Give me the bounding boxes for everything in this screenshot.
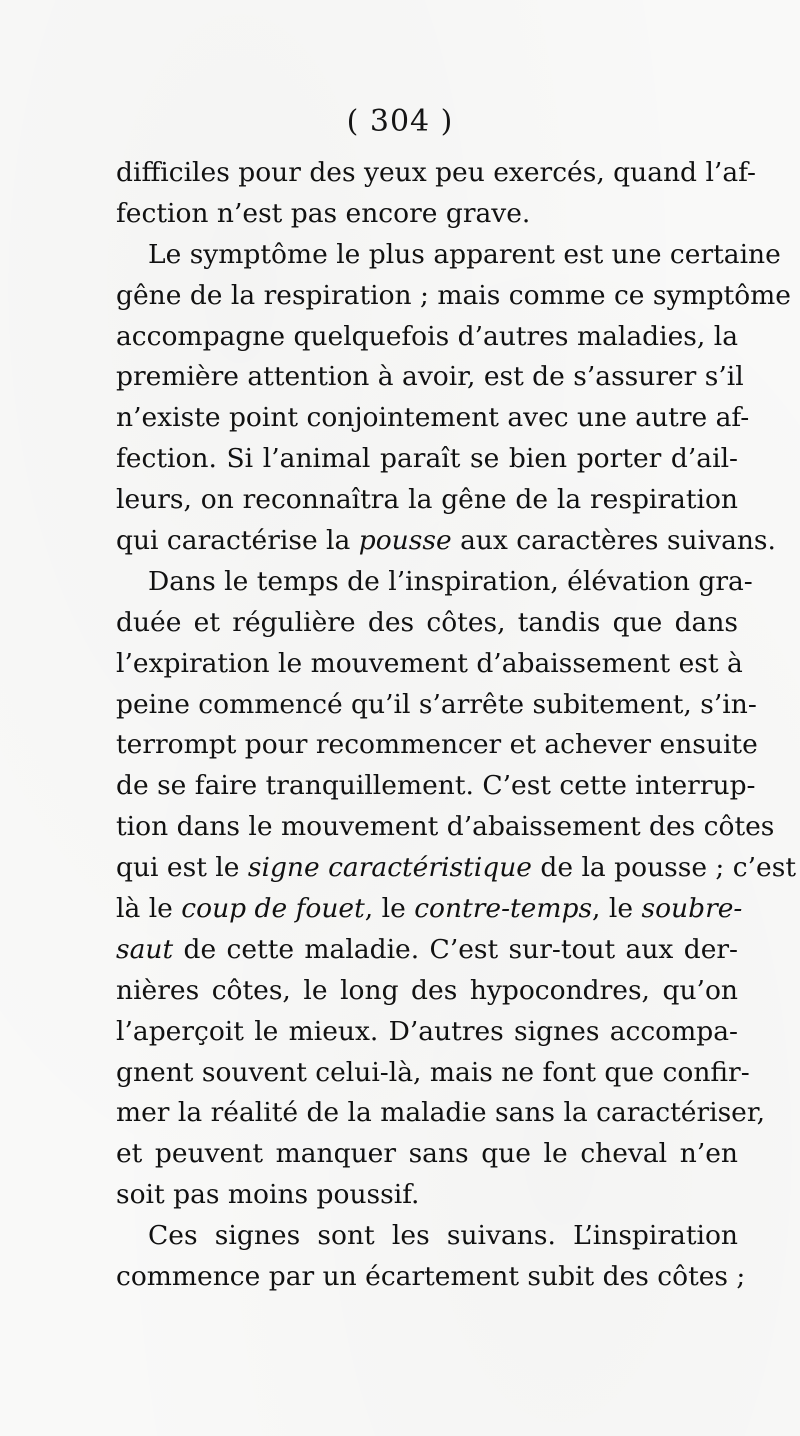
text-segment: , le [364,893,415,925]
text-line: gnent souvent celui-là, mais ne font que confir- [116,1056,750,1088]
text-line [116,521,776,562]
text-segment: qui est le [116,852,248,884]
italic-text: signe caractéristique [247,852,532,884]
text-segment: qui caractérise la [116,525,359,557]
italic-text: soubre- [641,893,743,925]
body-text [116,153,796,1298]
text-line: peine commencé qu’il s’arrête subitement, s’in- [116,688,757,720]
text-line: soit pas moins poussif. [116,1179,420,1211]
text-segment: , le [592,893,642,925]
italic-text: contre-temps [414,893,593,925]
text-line [116,930,738,971]
text-line [116,889,743,930]
text-line: leurs, on reconnaîtra la gêne de la respiration [116,484,738,516]
text-segment: aux caractères suivans. [451,525,776,557]
text-line: Ces signes sont les suivans. L’inspiration [148,1220,738,1252]
text-line: difficiles pour des yeux peu exercés, quand l’af- [116,157,756,188]
text-line: mer la réalité de la maladie sans la caractériser, [116,1097,766,1129]
text-line: et peuvent manquer sans que le cheval n’en [116,1138,738,1170]
text-line: Le symptôme le plus apparent est une certaine [148,238,781,270]
text-segment: de la pousse ; c’est [531,852,796,884]
italic-text: saut [116,933,174,965]
text-line: l’expiration le mouvement d’abaissement est à [116,647,743,679]
text-line: fection. Si l’animal paraît se bien porter d’ail- [116,443,738,475]
text-segment: de cette maladie. C’est sur-tout aux der- [173,933,738,965]
italic-text: coup de fouet [181,893,365,925]
page-number: ( 304 ) [346,104,454,139]
text-line: l’aperçoit le mieux. D’autres signes accompa- [116,1015,738,1047]
text-line: tion dans le mouvement d’abaissement des côtes [116,811,775,843]
text-line: gêne de la respiration ; mais comme ce symptôme [116,279,791,311]
text-line [116,848,796,889]
text-line: fection n’est pas encore grave. [116,197,531,229]
text-line: de se faire tranquillement. C’est cette interrup- [116,770,756,802]
text-line: commence par un écartement subit des côtes ; [116,1261,746,1293]
text-segment: là le [116,893,182,925]
text-line: terrompt pour recommencer et achever ensuite [116,729,758,761]
text-line: première attention à avoir, est de s’assurer s’il [116,361,744,393]
text-line: nières côtes, le long des hypocondres, qu’on [116,974,738,1006]
text-line: accompagne quelquefois d’autres maladies, la [116,320,738,352]
text-line: duée et régulière des côtes, tandis que dans [116,606,738,638]
italic-text: pousse [358,525,452,557]
text-line: n’existe point conjointement avec une autre af- [116,402,750,434]
text-line: Dans le temps de l’inspiration, élévation gra- [148,565,753,597]
